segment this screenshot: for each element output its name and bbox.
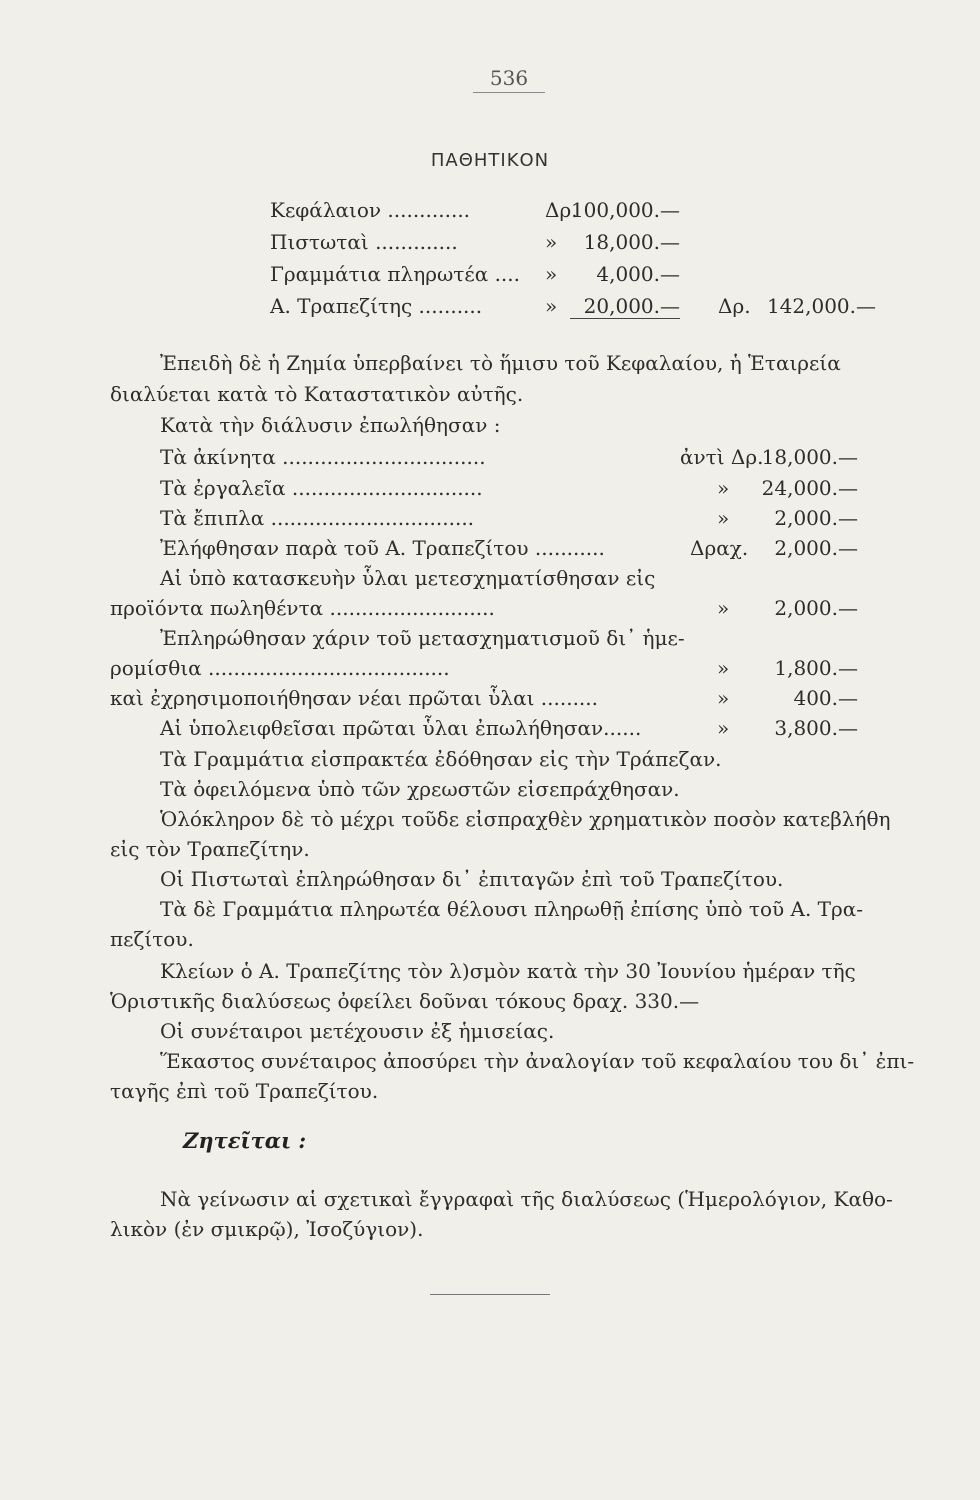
- liquidation-label: Τὰ ἀκίνητα ................................: [160, 445, 486, 469]
- liquidation-amount: 2,000.—: [774, 536, 858, 560]
- liquidation-row: [110, 566, 880, 592]
- liability-amount: 100,000.—: [570, 198, 680, 222]
- text-line: Οἱ Πιστωταὶ ἐπληρώθησαν δι᾽ ἐπιταγῶν ἐπὶ τοῦ Τραπεζίτου.: [160, 867, 784, 891]
- liquidation-currency: »: [717, 656, 730, 680]
- liquidation-label: ρομίσθια ......................................: [110, 656, 450, 680]
- liquidation-currency: »: [717, 596, 730, 620]
- section-title: ΠΑΘΗΤΙΚΟΝ: [430, 150, 550, 171]
- page-number: 536: [473, 66, 545, 93]
- liquidation-currency: »: [717, 716, 730, 740]
- text-line: Κλείων ὁ Α. Τραπεζίτης τὸν λ)σμὸν κατὰ τὴν 30 Ἰουνίου ἡμέραν τῆς: [160, 959, 856, 983]
- liquidation-amount: 400.—: [793, 686, 858, 710]
- liquidation-currency: »: [717, 506, 730, 530]
- liquidation-label: Αἱ ὑπολειφθεῖσαι πρῶται ὗλαι ἐπωλήθησαν......: [160, 716, 642, 740]
- liquidation-amount: 2,000.—: [774, 596, 858, 620]
- liquidation-label: Αἱ ὑπὸ κατασκευὴν ὗλαι μετεσχηματίσθησαν εἰς: [160, 566, 656, 590]
- liability-label: Κεφάλαιον .............: [270, 198, 471, 222]
- liquidation-label: καὶ ἐχρησιμοποιήθησαν νέαι πρῶται ὗλαι .........: [110, 686, 598, 710]
- liability-amount: 4,000.—: [596, 262, 680, 286]
- requirement-line: Νὰ γείνωσιν αἱ σχετικαὶ ἔγγραφαὶ τῆς διαλύσεως (Ἡμερολόγιον, Καθο-: [160, 1187, 893, 1211]
- requirement-line: λικὸν (ἐν σμικρῷ), Ἰσοζύγιον).: [110, 1217, 424, 1241]
- liability-currency: »: [545, 230, 558, 254]
- intro-line: διαλύεται κατὰ τὸ Καταστατικὸν αὐτῆς.: [110, 382, 524, 406]
- text-line: πεζίτου.: [110, 927, 194, 951]
- intro-line: Κατὰ τὴν διάλυσιν ἐπωλήθησαν :: [160, 413, 501, 437]
- text-line: ταγῆς ἐπὶ τοῦ Τραπεζίτου.: [110, 1079, 379, 1103]
- text-line: εἰς τὸν Τραπεζίτην.: [110, 837, 310, 861]
- liquidation-currency: Δραχ.: [690, 536, 749, 560]
- liability-amount: 20,000.—: [570, 294, 680, 319]
- text-line: Τὰ Γραμμάτια εἰσπρακτέα ἐδόθησαν εἰς τὴν Τράπεζαν.: [160, 747, 722, 771]
- liquidation-row: [110, 536, 880, 562]
- liquidation-row: [110, 656, 880, 682]
- liquidation-amount: 2,000.—: [774, 506, 858, 530]
- liability-currency: »: [545, 262, 558, 286]
- liquidation-amount: 3,800.—: [774, 716, 858, 740]
- end-divider: [430, 1294, 550, 1295]
- total-amount: 142,000.—: [766, 294, 876, 318]
- intro-line: Ἐπειδὴ δὲ ἡ Ζημία ὑπερβαίνει τὸ ἥμισυ τοῦ Κεφαλαίου, ἡ Ἑταιρεία: [160, 351, 841, 375]
- text-line: Τὰ ὀφειλόμενα ὑπὸ τῶν χρεωστῶν εἰσεπράχθησαν.: [160, 777, 680, 801]
- liability-label: Γραμμάτια πληρωτέα ....: [270, 262, 520, 286]
- liquidation-row: [110, 686, 880, 712]
- liquidation-label: Τὰ ἐργαλεῖα ..............................: [160, 476, 483, 500]
- liquidation-currency: »: [717, 686, 730, 710]
- liquidation-row: [110, 626, 880, 652]
- liquidation-label: προϊόντα πωληθέντα ..........................: [110, 596, 495, 620]
- liquidation-row: [110, 476, 880, 502]
- text-line: Τὰ δὲ Γραμμάτια πληρωτέα θέλουσι πληρωθῇ ἐπίσης ὑπὸ τοῦ Α. Τρα-: [160, 897, 864, 921]
- text-line: Ἕκαστος συνέταιρος ἀποσύρει τὴν ἀναλογίαν τοῦ κεφαλαίου του δι᾽ ἐπι-: [160, 1049, 915, 1073]
- liquidation-label: Τὰ ἔπιπλα ................................: [160, 506, 475, 530]
- liability-currency: Δρ.: [545, 198, 578, 222]
- liability-amount: 18,000.—: [583, 230, 680, 254]
- requirement-heading: Ζητεῖται :: [183, 1128, 307, 1153]
- text-line: Ὁριστικῆς διαλύσεως ὀφείλει δοῦναι τόκους δραχ. 330.—: [110, 989, 700, 1013]
- liquidation-row: [110, 445, 880, 471]
- liquidation-label: Ἐλήφθησαν παρὰ τοῦ Α. Τραπεζίτου ...........: [160, 536, 605, 560]
- liability-currency: »: [545, 294, 558, 318]
- liability-label: Α. Τραπεζίτης ..........: [270, 294, 483, 318]
- liquidation-amount: 24,000.—: [761, 476, 858, 500]
- liquidation-amount: 1,800.—: [774, 656, 858, 680]
- liquidation-row: [110, 716, 880, 742]
- liquidation-amount: 18,000.—: [761, 445, 858, 469]
- liability-label: Πιστωταὶ .............: [270, 230, 458, 254]
- liquidation-currency: »: [717, 476, 730, 500]
- total-currency: Δρ.: [718, 294, 751, 318]
- text-line: Ὁλόκληρον δὲ τὸ μέχρι τοῦδε εἰσπραχθὲν χρηματικὸν ποσὸν κατεβλήθη: [160, 807, 891, 831]
- text-line: Οἱ συνέταιροι μετέχουσιν ἐξ ἡμισείας.: [160, 1019, 555, 1043]
- liquidation-row: [110, 596, 880, 622]
- liquidation-currency: ἀντὶ Δρ.: [680, 445, 764, 469]
- liquidation-label: Ἐπληρώθησαν χάριν τοῦ μετασχηματισμοῦ δι᾽ ἡμε-: [160, 626, 685, 650]
- liquidation-row: [110, 506, 880, 532]
